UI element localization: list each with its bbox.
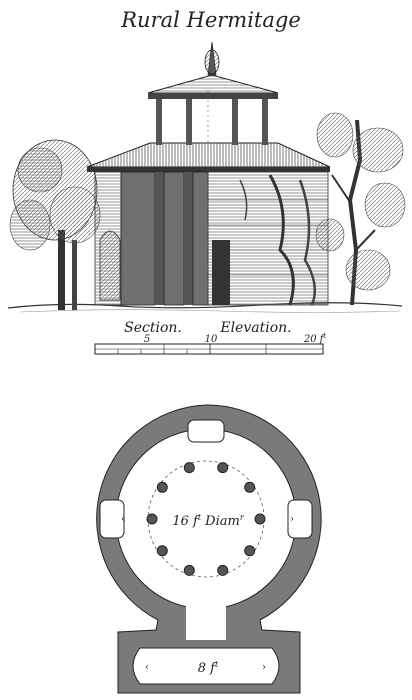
plate-title: Rural Hermitage [121,8,301,32]
plan-column [157,482,167,492]
plan-column [255,514,265,524]
annex-right-arrow: › [262,662,266,673]
scale-tick-20: 20 $f^t$ [303,332,327,345]
main-room-diameter-label: 16 $f^t$ Diam$^r$ [172,513,244,529]
section-label: Section. [124,320,182,336]
plan-column [157,546,167,556]
elevation-label: Elevation. [220,320,292,336]
annex-size-label: 8 $f^t$ [197,660,219,676]
plan-column [245,482,255,492]
left-tree [10,140,100,310]
plan-column [184,565,194,575]
plan-column [147,514,157,524]
annex-left-arrow: ‹ [145,662,149,673]
plan-column [245,546,255,556]
scale-tick-10: 10 [204,334,218,345]
plan-column [218,463,228,473]
right-willow-tree [316,113,405,305]
elevation-drawing [8,42,405,313]
right-arrow: › [290,514,294,525]
scale-tick-5: 5 [143,334,151,345]
left-arrow: ‹ [121,514,125,525]
plan-column [184,463,194,473]
plan-column [218,565,228,575]
floor-plan [97,405,321,693]
